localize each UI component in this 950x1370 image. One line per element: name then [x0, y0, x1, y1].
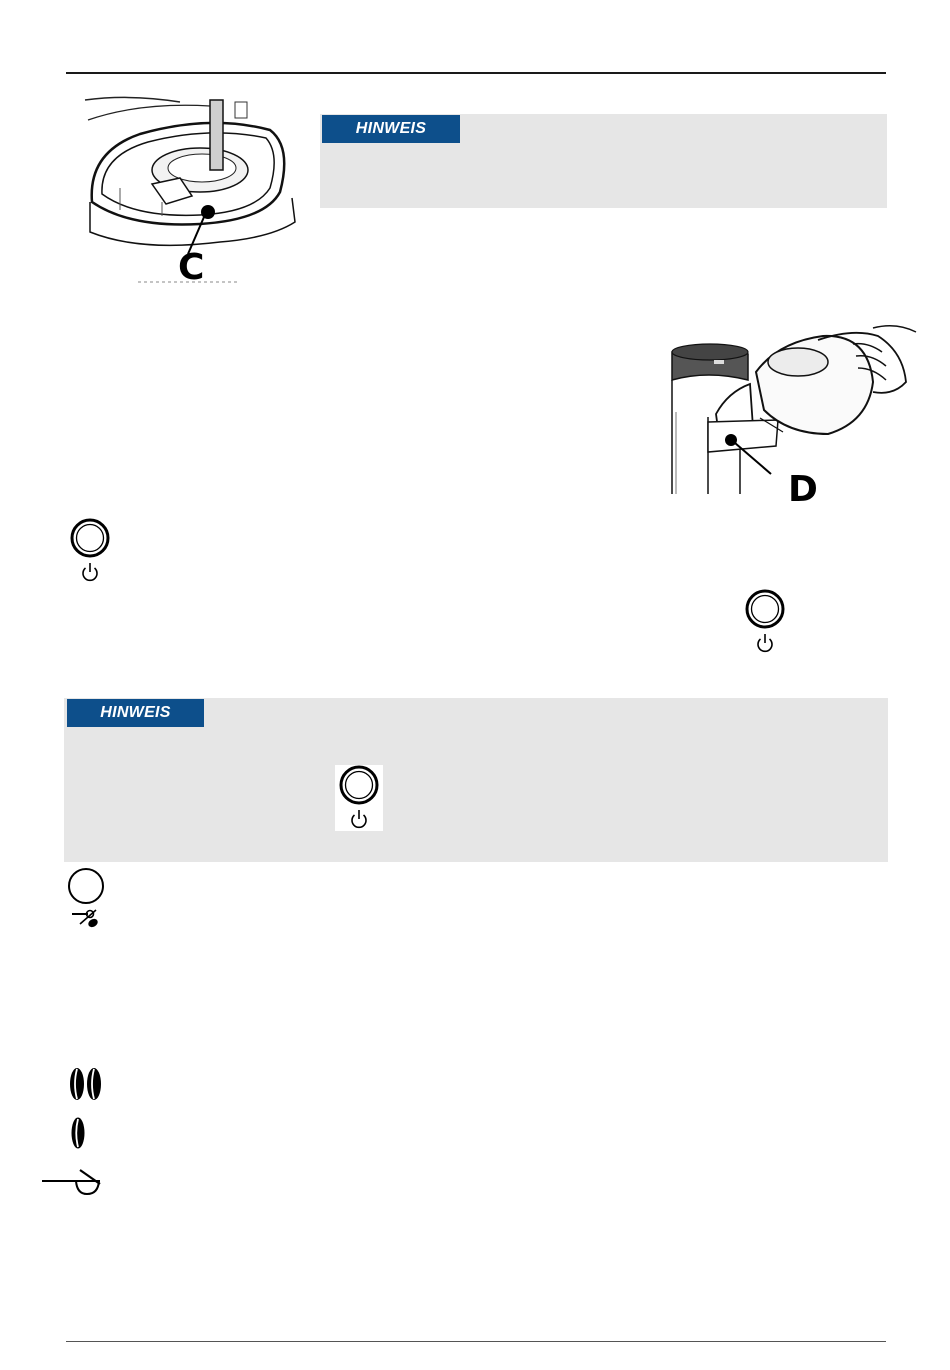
power-button-icon	[68, 518, 112, 584]
power-button-icon	[743, 589, 787, 655]
note-label-second: HINWEIS	[67, 699, 204, 727]
header-rule	[66, 72, 886, 74]
footer-rule	[66, 1341, 886, 1342]
note-label-first: HINWEIS	[322, 115, 460, 143]
single-bean-icon	[68, 1115, 88, 1151]
power-button-icon	[337, 765, 381, 831]
double-bean-icon	[66, 1066, 106, 1102]
figure-callout-c: C	[178, 247, 205, 288]
measuring-spoon-icon	[40, 1160, 106, 1196]
figure-callout-d: D	[788, 469, 818, 510]
descale-button-icon	[66, 866, 106, 932]
